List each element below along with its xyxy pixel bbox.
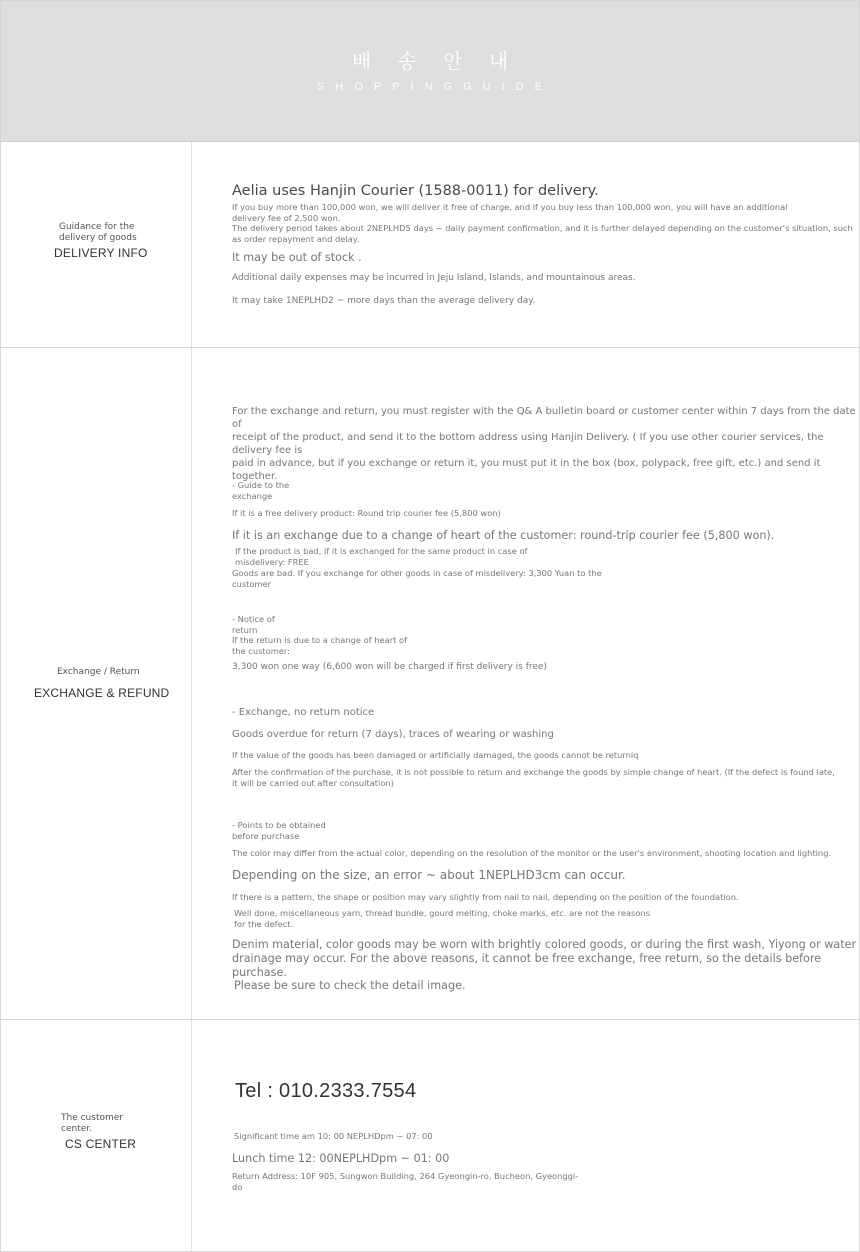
return-notice-change-of-heart: If the return is due to a change of heart of the customer: [232, 635, 408, 656]
header-title-english: SHOPPINGGUIDE [317, 81, 553, 93]
no-return-confirmation: After the confirmation of the purchase, it is not possible to return and exchange the goods by simple change of heart. (If the defect is found late, it will be carried out after consultation) [232, 767, 835, 788]
cs-label-big: CS CENTER [65, 1137, 137, 1151]
exchange-content [192, 348, 859, 1019]
exchange-section [1, 348, 859, 1020]
exchange-guide-bad-product: If the product is bad, if it is exchanged for the same product in case of misdelivery: FREE [235, 546, 528, 567]
delivery-content [192, 142, 859, 347]
exchange-guide-change-of-heart: If it is an exchange due to a change of heart of the customer: round-trip courier fee (5,800 won). [232, 529, 775, 542]
cs-label-column [1, 1020, 192, 1251]
cs-telephone: Tel : 010.2333.7554 [235, 1080, 417, 1102]
exchange-guide-free-delivery: If it is a free delivery product: Round trip courier fee (5,800 won) [232, 508, 501, 518]
exchange-label-small: Exchange / Return [57, 667, 140, 677]
points-check-detail: Please be sure to check the detail image. [234, 979, 466, 992]
points-size-error: Depending on the size, an error ~ about 1NEPLHD3cm can occur. [232, 868, 626, 882]
delivery-label-small: Guidance for the delivery of goods [59, 222, 137, 243]
return-notice-title: - Notice of return [232, 614, 275, 635]
exchange-label-column [1, 348, 192, 1019]
delivery-label-column [1, 142, 192, 347]
delivery-line-extra-days: It may take 1NEPLHD2 ~ more days than the average delivery day. [232, 296, 536, 306]
cs-content [192, 1020, 859, 1251]
exchange-guide-other-goods: Goods are bad. If you exchange for other goods in case of misdelivery: 3,300 Yuan to the customer [232, 568, 602, 589]
delivery-line-period: The delivery period takes about 2NEPLHD5 days ~ daily payment confirmation, and it is further delayed depending on the customer's situation, such as order repayment and delay. [232, 223, 853, 244]
no-return-damaged: If the value of the goods has been damaged or artificially damaged, the goods cannot be returniq [232, 750, 639, 760]
delivery-label-big: DELIVERY INFO [54, 246, 148, 260]
cs-label-small: The customer center. [61, 1113, 123, 1134]
cs-section [1, 1020, 859, 1251]
delivery-line-stock: It may be out of stock . [232, 251, 362, 264]
delivery-line-courier: Aelia uses Hanjin Courier (1588-0011) for delivery. [232, 183, 599, 199]
return-notice-fee: 3,300 won one way (6,600 won will be charged if first delivery is free) [232, 662, 547, 672]
exchange-intro: For the exchange and return, you must register with the Q& A bulletin board or customer center within 7 days from the date of receipt of the product, and send it to the bottom address using Hanjin Delivery. ( If you use other courier services, the delivery fee is paid in advance, but if you exchange or return it, you must put it in the box (box, polypack, free gift, etc.) and send it together. [232, 406, 856, 482]
cs-business-hours: Significant time am 10: 00 NEPLHDpm ~ 07: 00 [234, 1131, 433, 1141]
cs-return-address: Return Address: 10F 905, Sungwon Building, 264 Gyeongin-ro, Bucheon, Gyeonggi- do [232, 1171, 579, 1192]
exchange-label-big: EXCHANGE & REFUND [34, 686, 170, 700]
points-denim: Denim material, color goods may be worn with brightly colored goods, or during the first wash, Yiyong or water drainage may occur. For the above reasons, it cannot be free exchange, free return, so the details before purchase. [232, 938, 857, 979]
no-return-overdue: Goods overdue for return (7 days), traces of wearing or washing [232, 729, 554, 740]
points-yarn: Well done, miscellaneous yarn, thread bundle, gourd melting, choke marks, etc. are not the reasons for the defect. [234, 908, 651, 929]
points-pattern: If there is a pattern, the shape or position may vary slightly from nail to nail, depending on the position of the foundation. [232, 892, 739, 902]
guide-header [1, 1, 859, 142]
delivery-section [1, 142, 859, 348]
exchange-guide-title: - Guide to the exchange [232, 480, 290, 501]
header-title-korean: 배 송 안 내 [351, 49, 519, 73]
delivery-line-jeju: Additional daily expenses may be incurred in Jeju Island, Islands, and mountainous areas. [232, 273, 636, 283]
points-color: The color may differ from the actual color, depending on the resolution of the monitor or the user's environment, shooting location and lighting. [232, 848, 832, 858]
points-title: - Points to be obtained before purchase [232, 820, 326, 841]
no-return-title: - Exchange, no return notice [232, 707, 375, 718]
delivery-line-free-charge: If you buy more than 100,000 won, we will deliver it free of charge, and if you buy less than 100,000 won, you will have an additional delivery fee of 2,500 won. [232, 202, 788, 223]
cs-lunch-time: Lunch time 12: 00NEPLHDpm ~ 01: 00 [232, 1152, 450, 1165]
